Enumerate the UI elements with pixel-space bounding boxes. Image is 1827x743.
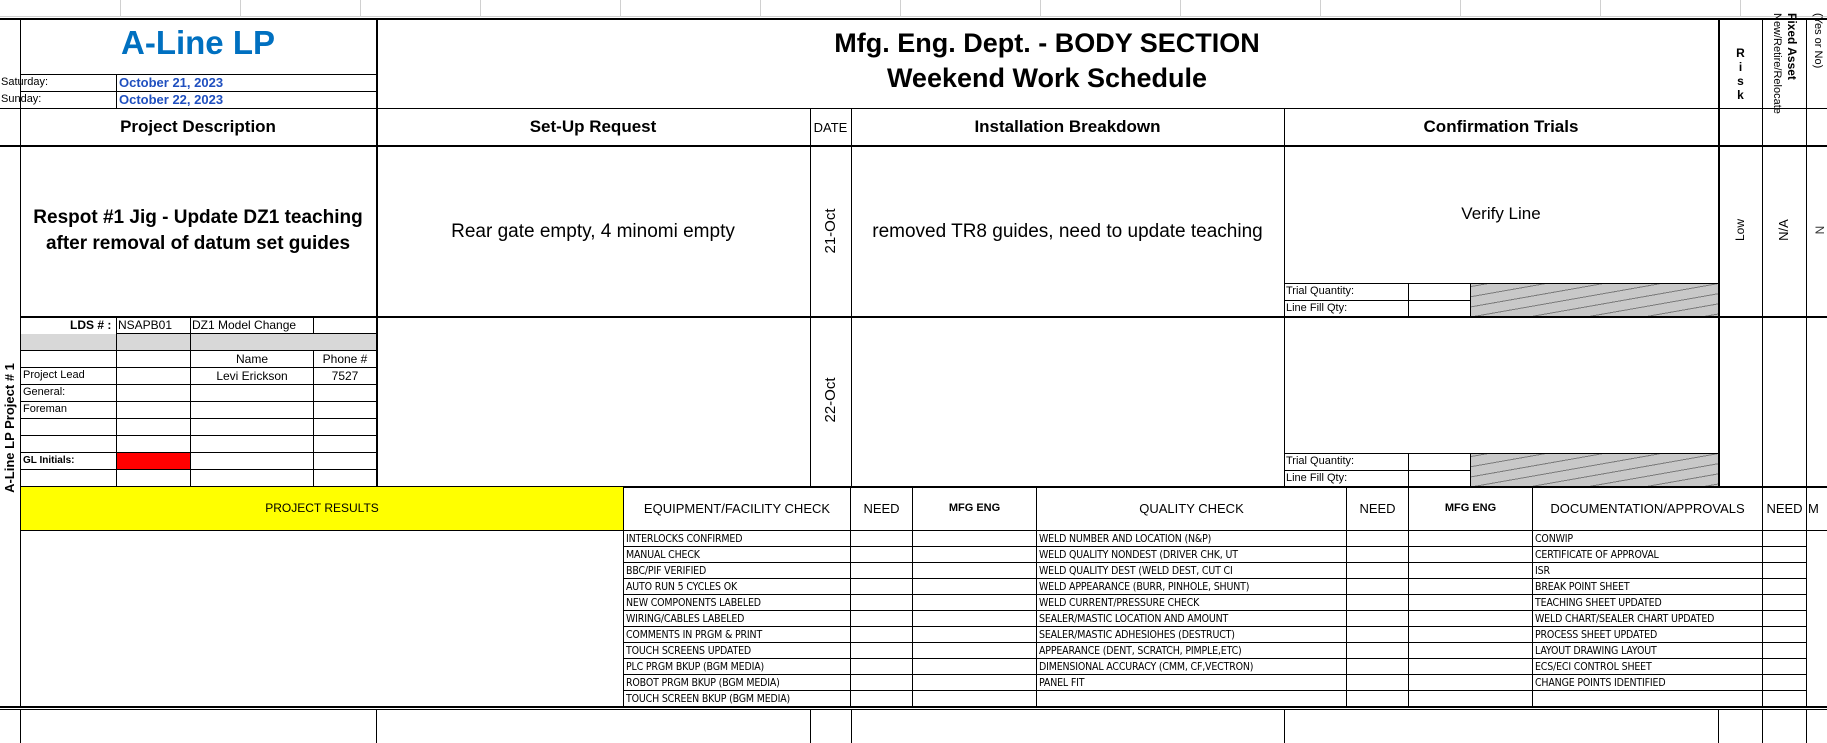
quality-check-item: APPEARANCE (DENT, SCRATCH, PIMPLE,ETC) [1039, 644, 1242, 657]
quality-check-item: WELD APPEARANCE (BURR, PINHOLE, SHUNT) [1039, 580, 1250, 593]
date-day2: 22-Oct [822, 377, 839, 423]
lds-value: NSAPB01 [118, 318, 173, 332]
page-title-line2: Weekend Work Schedule [886, 63, 1208, 93]
sheet-gridline [900, 0, 901, 16]
equipment-need-header: NEED [863, 501, 900, 516]
documentation-item: WELD CHART/SEALER CHART UPDATED [1535, 612, 1715, 625]
documentation-item: CONWIP [1535, 532, 1573, 545]
results-header-bottom [623, 530, 1827, 531]
documentation-extra-header-partial: M [1808, 501, 1819, 516]
sheet-gridline [1180, 0, 1181, 16]
border-setup-right [810, 709, 811, 743]
sunday-date: October 22, 2023 [119, 92, 224, 107]
saturday-label: Saturday: [1, 76, 49, 88]
date-day1: 21-Oct [822, 208, 839, 254]
results-divider [623, 486, 624, 706]
col-project-description: Project Description [120, 117, 276, 136]
lds-grid-line [20, 435, 376, 436]
equipment-row-line [623, 626, 1036, 627]
documentation-item: CERTIFICATE OF APPROVAL [1535, 548, 1659, 561]
confirmation-text: Verify Line [1461, 204, 1541, 223]
sheet-gridline [620, 0, 621, 16]
project-lead-label: Project Lead [23, 369, 85, 381]
company-title: A-Line LP [121, 24, 275, 61]
project-side-label: A-Line LP Project # 1 [2, 363, 17, 493]
lds-grid-line [20, 367, 376, 368]
quality-check-item: SEALER/MASTIC ADHESIOHES (DESTRUCT) [1039, 628, 1235, 641]
equipment-check-item: TOUCH SCREEN BKUP (BGM MEDIA) [626, 692, 791, 705]
quality-doc-row-line [1036, 674, 1807, 675]
results-divider [1408, 486, 1409, 706]
equipment-check-item: INTERLOCKS CONFIRMED [626, 532, 743, 545]
trial-quantity-input[interactable] [1409, 454, 1469, 469]
quality-need-header: NEED [1359, 501, 1396, 516]
equipment-row-line [623, 546, 1036, 547]
line-fill-label: Line Fill Qty: [1286, 302, 1348, 314]
saturday-date: October 21, 2023 [119, 75, 224, 90]
border-confirm-right [1718, 709, 1719, 743]
sheet-gridline [760, 0, 761, 16]
col-setup-request: Set-Up Request [529, 117, 657, 136]
results-divider [850, 486, 851, 706]
equipment-row-line [623, 658, 1036, 659]
equipment-row-line [623, 642, 1036, 643]
documentation-item: ISR [1535, 564, 1550, 577]
quality-check-item: DIMENSIONAL ACCURACY (CMM, CF,VECTRON) [1039, 660, 1254, 673]
documentation-item: ECS/ECI CONTROL SHEET [1535, 660, 1652, 673]
quality-doc-row-line [1036, 626, 1807, 627]
equipment-check-item: TOUCH SCREENS UPDATED [626, 644, 752, 657]
equipment-check-item: NEW COMPONENTS LABELED [626, 596, 761, 609]
documentation-header: DOCUMENTATION/APPROVALS [1550, 501, 1745, 516]
results-divider [1036, 486, 1037, 706]
fixed-asset-value: N/A [1776, 219, 1791, 241]
line-fill-input[interactable] [1409, 301, 1469, 316]
border-install-right [1284, 108, 1285, 486]
yes-no-header: (Yes or No) [1812, 13, 1824, 69]
results-banner-bottom [20, 530, 624, 531]
quality-doc-row-line [1036, 562, 1807, 563]
border-setup-right [810, 108, 811, 486]
lds-grid-line [313, 316, 314, 333]
border-top [0, 18, 1827, 20]
phone-header: Phone # [322, 352, 368, 366]
documentation-need-header: NEED [1766, 501, 1803, 516]
equipment-row-line [623, 690, 1036, 691]
yes-no-value-partial: N [1813, 225, 1827, 235]
lds-grid-line [20, 452, 376, 453]
border-install-right [1284, 709, 1285, 743]
equipment-row-line [623, 594, 1036, 595]
border-subheader-bottom [0, 145, 1827, 147]
col-confirmation-trials: Confirmation Trials [1423, 117, 1579, 136]
border-asset-right [1806, 709, 1807, 743]
next-row-border [20, 709, 21, 743]
trial-quantity-label: Trial Quantity: [1286, 285, 1355, 297]
documentation-item: PROCESS SHEET UPDATED [1535, 628, 1658, 641]
equipment-row-line [623, 706, 1036, 707]
border-desc-right [376, 709, 377, 743]
trial-hatch-area [1471, 454, 1718, 486]
equipment-check-item: ROBOT PRGM BKUP (BGM MEDIA) [626, 676, 780, 689]
quality-doc-row-line [1036, 642, 1807, 643]
col-installation-breakdown: Installation Breakdown [974, 117, 1161, 136]
page-title-line1: Mfg. Eng. Dept. - BODY SECTION [834, 28, 1260, 58]
sheet-gridline [360, 0, 361, 16]
equipment-row-line [623, 674, 1036, 675]
results-divider [1806, 486, 1807, 706]
quality-doc-row-line [1036, 594, 1807, 595]
project-lead-name: Levi Erickson [216, 369, 288, 383]
gl-initials-label: GL Initials: [23, 455, 75, 466]
quality-check-item: WELD CURRENT/PRESSURE CHECK [1039, 596, 1200, 609]
quality-check-header: QUALITY CHECK [1139, 501, 1244, 516]
equipment-check-header: EQUIPMENT/FACILITY CHECK [643, 501, 831, 516]
lds-grid-line [20, 418, 376, 419]
equipment-row-line [623, 610, 1036, 611]
sheet-gridline [1740, 0, 1741, 16]
sheet-gridline [1040, 0, 1041, 16]
lds-grid-line [20, 401, 376, 402]
equipment-row-line [623, 562, 1036, 563]
quality-doc-row-line [1036, 690, 1807, 691]
quality-mfgeng-header: MFG ENG [1444, 502, 1497, 514]
sunday-label: Sunday: [1, 93, 42, 105]
sheet-gridline [480, 0, 481, 16]
border-risk-right [1762, 709, 1763, 743]
equipment-check-item: MANUAL CHECK [626, 548, 700, 561]
trial-quantity-label: Trial Quantity: [1286, 455, 1355, 467]
equipment-check-item: BBC/PIF VERIFIED [626, 564, 707, 577]
general-label: General: [23, 386, 66, 398]
results-divider [1532, 486, 1533, 706]
risk-header: R i s k [1736, 46, 1745, 102]
lds-label: LDS # : [70, 318, 112, 332]
installation-text: removed TR8 guides, need to update teaching [872, 221, 1263, 242]
project-lead-phone: 7527 [331, 369, 359, 383]
lds-grid-line [190, 316, 191, 486]
quality-doc-row-line [1036, 578, 1807, 579]
lds-grid-line [20, 350, 376, 351]
quality-doc-row-line [1036, 610, 1807, 611]
gl-initials-field[interactable] [117, 453, 190, 469]
date-label-divider [116, 74, 117, 108]
line-fill-label: Line Fill Qty: [1286, 472, 1348, 484]
quality-doc-row-line [1036, 546, 1807, 547]
sheet-gridline [1460, 0, 1461, 16]
equipment-check-item: AUTO RUN 5 CYCLES OK [626, 580, 738, 593]
fixed-asset-header: Fixed Asset [1785, 13, 1799, 80]
sheet-gridline [1320, 0, 1321, 16]
documentation-item: LAYOUT DRAWING LAYOUT [1535, 644, 1657, 657]
project-description-text: Respot #1 Jig - Update DZ1 teaching after removal of datum set guides [33, 207, 363, 254]
results-divider [1346, 486, 1347, 706]
border-date-right [851, 108, 852, 486]
results-divider [1762, 486, 1763, 706]
quality-check-item: PANEL FIT [1039, 676, 1085, 689]
quality-check-item: WELD QUALITY NONDEST (DRIVER CHK, UT [1039, 548, 1238, 561]
sheet-gridline-top [0, 0, 1827, 17]
line-fill-input[interactable] [1409, 471, 1469, 486]
lds-description: DZ1 Model Change [192, 318, 297, 332]
border-results-bottom-double [0, 709, 1827, 710]
documentation-item: TEACHING SHEET UPDATED [1535, 596, 1662, 609]
lds-grid-line [20, 469, 376, 470]
lds-grid-line [20, 384, 376, 385]
equipment-check-item: WIRING/CABLES LABELED [626, 612, 745, 625]
border-risk-right [1762, 18, 1763, 486]
equipment-row-line [623, 578, 1036, 579]
equipment-check-item: PLC PRGM BKUP (BGM MEDIA) [626, 660, 765, 673]
results-divider [912, 486, 913, 706]
col-date: DATE [813, 120, 848, 135]
quality-check-item: SEALER/MASTIC LOCATION AND AMOUNT [1039, 612, 1229, 625]
documentation-item: CHANGE POINTS IDENTIFIED [1535, 676, 1666, 689]
quality-check-item: WELD NUMBER AND LOCATION (N&P) [1039, 532, 1212, 545]
setup-request-text: Rear gate empty, 4 minomi empty [451, 221, 735, 242]
quality-doc-row-line [1036, 658, 1807, 659]
new-retire-header: New/Retire/Relocate [1771, 13, 1783, 114]
lds-gray-row [21, 334, 376, 350]
border-date-right [851, 709, 852, 743]
project-results-label: PROJECT RESULTS [265, 501, 379, 515]
trial-quantity-input[interactable] [1409, 284, 1469, 299]
name-header: Name [235, 352, 268, 366]
equipment-mfgeng-header: MFG ENG [948, 502, 1001, 514]
quality-check-item: WELD QUALITY DEST (WELD DEST, CUT CI [1039, 564, 1233, 577]
equipment-check-item: COMMENTS IN PRGM & PRINT [626, 628, 763, 641]
risk-value: Low [1733, 219, 1747, 242]
foreman-label: Foreman [23, 403, 68, 415]
border-asset-right [1806, 18, 1807, 486]
border-subheader-top [0, 108, 1827, 109]
sheet-gridline [120, 0, 121, 16]
sheet-gridline [240, 0, 241, 16]
sheet-gridline [1600, 0, 1601, 16]
trial-hatch-area [1471, 284, 1718, 316]
documentation-item: BREAK POINT SHEET [1535, 580, 1630, 593]
